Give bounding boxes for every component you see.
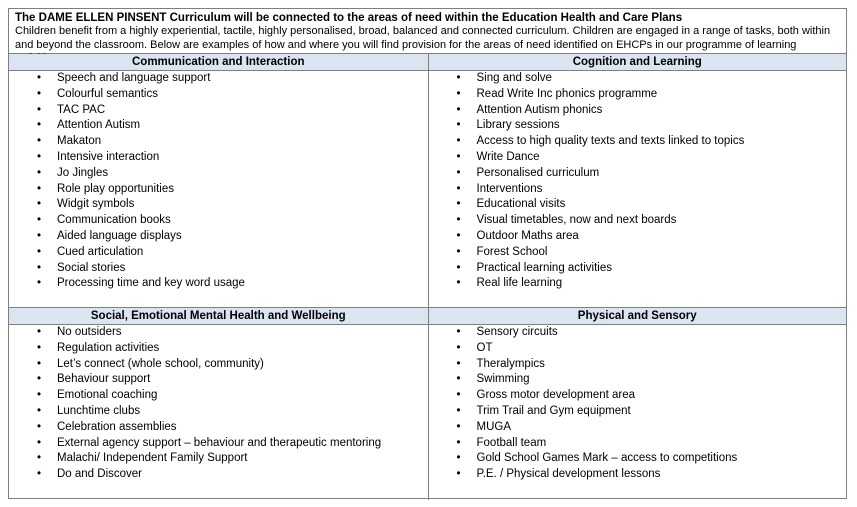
- bullet-icon: •: [456, 468, 461, 481]
- bullet-icon: •: [456, 326, 461, 338]
- list-item: [9, 134, 428, 150]
- list-item: [9, 213, 428, 229]
- list-item: [429, 388, 847, 404]
- bullet-icon: •: [37, 150, 42, 163]
- list-item: [429, 87, 847, 103]
- list-item-text: Regulation activities: [57, 341, 160, 354]
- list-item: [9, 325, 428, 341]
- bullet-icon: •: [456, 277, 461, 290]
- bullet-icon: •: [456, 420, 461, 433]
- bullet-icon: •: [37, 119, 42, 132]
- bullet-icon: •: [456, 72, 461, 84]
- list-item-text: Real life learning: [476, 277, 563, 290]
- list-item-text: Cued articulation: [57, 245, 144, 258]
- bullet-icon: •: [37, 87, 42, 100]
- section-header: Communication and Interaction: [9, 54, 428, 71]
- bullet-icon: •: [37, 72, 42, 84]
- bullet-icon: •: [37, 245, 42, 258]
- bullet-icon: •: [456, 357, 461, 370]
- document-title: The DAME ELLEN PINSENT Curriculum will be connected to the areas of need within the Education Health and Care Plans: [15, 12, 683, 24]
- list-item: [9, 467, 428, 483]
- bullet-icon: •: [37, 436, 42, 449]
- list-item: [9, 197, 428, 213]
- list-item-text: Outdoor Maths area: [476, 229, 579, 242]
- list-item-text: Emotional coaching: [57, 389, 158, 402]
- bullet-icon: •: [456, 229, 461, 242]
- list-item-text: Celebration assemblies: [57, 420, 177, 433]
- list-item-text: Theralympics: [476, 357, 545, 370]
- list-item-text: Malachi/ Independent Family Support: [57, 452, 248, 465]
- list-item: [429, 451, 847, 467]
- bullet-icon: •: [456, 452, 461, 465]
- bullet-icon: •: [37, 341, 42, 354]
- list-item-text: Interventions: [476, 182, 543, 195]
- list-item: [429, 150, 847, 166]
- list-item-text: P.E. / Physical development lessons: [476, 468, 661, 481]
- list-item: [429, 436, 847, 452]
- bullet-icon: •: [37, 357, 42, 370]
- bullet-icon: •: [37, 135, 42, 148]
- bullet-icon: •: [456, 373, 461, 386]
- bullet-icon: •: [456, 135, 461, 148]
- list-item-text: Educational visits: [476, 198, 566, 211]
- bullet-icon: •: [456, 150, 461, 163]
- list-item-text: Role play opportunities: [57, 182, 174, 195]
- list-item: [9, 118, 428, 134]
- list-item: [9, 357, 428, 373]
- list-item: [429, 71, 847, 87]
- list-item-text: Aided language displays: [57, 229, 182, 242]
- list-item: [9, 388, 428, 404]
- bullet-icon: •: [456, 389, 461, 402]
- list-item: [429, 213, 847, 229]
- list-item: [429, 467, 847, 483]
- list-item-text: OT: [476, 341, 493, 354]
- bullet-icon: •: [37, 229, 42, 242]
- list-item: [429, 229, 847, 245]
- list-item-text: Forest School: [476, 245, 548, 258]
- list-item: [9, 150, 428, 166]
- list-item: [9, 103, 428, 119]
- list-item-text: Write Dance: [476, 150, 540, 163]
- list-item-text: Attention Autism: [57, 119, 141, 132]
- bullet-icon: •: [37, 468, 42, 481]
- list-item: [9, 245, 428, 261]
- list-item-text: Speech and language support: [57, 72, 211, 84]
- list-item: [429, 197, 847, 213]
- bullet-icon: •: [37, 166, 42, 179]
- item-list: [429, 325, 847, 483]
- list-item-text: Processing time and key word usage: [57, 277, 245, 290]
- intro-block: [9, 9, 846, 53]
- section-cognition-learning: [428, 54, 847, 307]
- list-item-text: MUGA: [476, 420, 511, 433]
- list-item-text: Sensory circuits: [476, 326, 558, 338]
- bullet-icon: •: [37, 404, 42, 417]
- bullet-icon: •: [37, 103, 42, 116]
- list-item: [429, 118, 847, 134]
- list-item-text: Behaviour support: [57, 373, 151, 386]
- list-item-text: Intensive interaction: [57, 150, 160, 163]
- bullet-icon: •: [37, 214, 42, 227]
- section-row-1: [9, 53, 846, 307]
- section-physical-sensory: [428, 308, 847, 500]
- bullet-icon: •: [456, 214, 461, 227]
- bullet-icon: •: [37, 373, 42, 386]
- list-item-text: Jo Jingles: [57, 166, 109, 179]
- list-item-text: Widgit symbols: [57, 198, 135, 211]
- section-semh-wellbeing: [9, 308, 428, 500]
- list-item: [9, 436, 428, 452]
- section-communication-interaction: [9, 54, 428, 307]
- section-header: Physical and Sensory: [429, 308, 847, 325]
- list-item-text: Football team: [476, 436, 547, 449]
- bullet-icon: •: [37, 198, 42, 211]
- bullet-icon: •: [456, 404, 461, 417]
- list-item: [429, 341, 847, 357]
- list-item-text: TAC PAC: [57, 103, 106, 116]
- list-item: [429, 134, 847, 150]
- list-item-text: External agency support – behaviour and therapeutic mentoring: [57, 436, 382, 449]
- list-item: [9, 341, 428, 357]
- list-item: [9, 372, 428, 388]
- section-header: Cognition and Learning: [429, 54, 847, 71]
- item-list: [9, 325, 428, 483]
- list-item: [9, 166, 428, 182]
- intro-paragraph: Children benefit from a highly experiential, tactile, highly personalised, broad, balanced and connected curriculum. Children are engaged in a range of tasks, both within and beyond the classroom. Below are examples of how and where you will find provision for the areas of need identified on EHCPs in our programme of learning: [15, 25, 831, 51]
- list-item: [429, 182, 847, 198]
- list-item-text: Social stories: [57, 261, 126, 274]
- list-item-text: Colourful semantics: [57, 87, 158, 100]
- bullet-icon: •: [37, 277, 42, 290]
- list-item: [429, 103, 847, 119]
- list-item-text: Read Write Inc phonics programme: [476, 87, 658, 100]
- bullet-icon: •: [37, 389, 42, 402]
- bullet-icon: •: [37, 420, 42, 433]
- list-item: [9, 261, 428, 277]
- list-item-text: Lunchtime clubs: [57, 404, 141, 417]
- list-item: [429, 245, 847, 261]
- list-item-text: Let’s connect (whole school, community): [57, 357, 264, 370]
- section-row-2: [9, 307, 846, 500]
- list-item-text: Attention Autism phonics: [476, 103, 603, 116]
- list-item: [429, 276, 847, 292]
- list-item: [429, 420, 847, 436]
- bullet-icon: •: [37, 261, 42, 274]
- bullet-icon: •: [456, 261, 461, 274]
- list-item-text: Communication books: [57, 214, 171, 227]
- list-item: [9, 229, 428, 245]
- list-item: [429, 166, 847, 182]
- bullet-icon: •: [37, 182, 42, 195]
- list-item: [9, 404, 428, 420]
- list-item: [429, 325, 847, 341]
- list-item-text: Gross motor development area: [476, 389, 636, 402]
- bullet-icon: •: [456, 166, 461, 179]
- item-list: [9, 71, 428, 292]
- bullet-icon: •: [456, 245, 461, 258]
- bullet-icon: •: [456, 119, 461, 132]
- list-item: [429, 372, 847, 388]
- list-item-text: Visual timetables, now and next boards: [476, 214, 677, 227]
- bullet-icon: •: [456, 182, 461, 195]
- bullet-icon: •: [37, 452, 42, 465]
- list-item: [9, 87, 428, 103]
- list-item: [9, 276, 428, 292]
- bullet-icon: •: [456, 103, 461, 116]
- bullet-icon: •: [456, 436, 461, 449]
- list-item-text: Gold School Games Mark – access to competitions: [476, 452, 738, 465]
- list-item: [9, 451, 428, 467]
- list-item-text: Makaton: [57, 135, 102, 148]
- list-item-text: Sing and solve: [476, 72, 552, 84]
- list-item-text: Practical learning activities: [476, 261, 613, 274]
- list-item-text: Library sessions: [476, 119, 560, 132]
- section-header: Social, Emotional Mental Health and Wellbeing: [9, 308, 428, 325]
- list-item-text: No outsiders: [57, 326, 122, 338]
- list-item: [9, 71, 428, 87]
- list-item: [429, 261, 847, 277]
- curriculum-table: [8, 8, 847, 499]
- item-list: [429, 71, 847, 292]
- bullet-icon: •: [456, 198, 461, 211]
- list-item: [429, 404, 847, 420]
- list-item-text: Swimming: [476, 373, 530, 386]
- list-item-text: Do and Discover: [57, 468, 143, 481]
- bullet-icon: •: [456, 87, 461, 100]
- list-item: [9, 420, 428, 436]
- list-item: [9, 182, 428, 198]
- list-item: [429, 357, 847, 373]
- list-item-text: Access to high quality texts and texts linked to topics: [476, 135, 745, 148]
- list-item-text: Personalised curriculum: [476, 166, 600, 179]
- list-item-text: Trim Trail and Gym equipment: [476, 404, 631, 417]
- bullet-icon: •: [37, 326, 42, 338]
- bullet-icon: •: [456, 341, 461, 354]
